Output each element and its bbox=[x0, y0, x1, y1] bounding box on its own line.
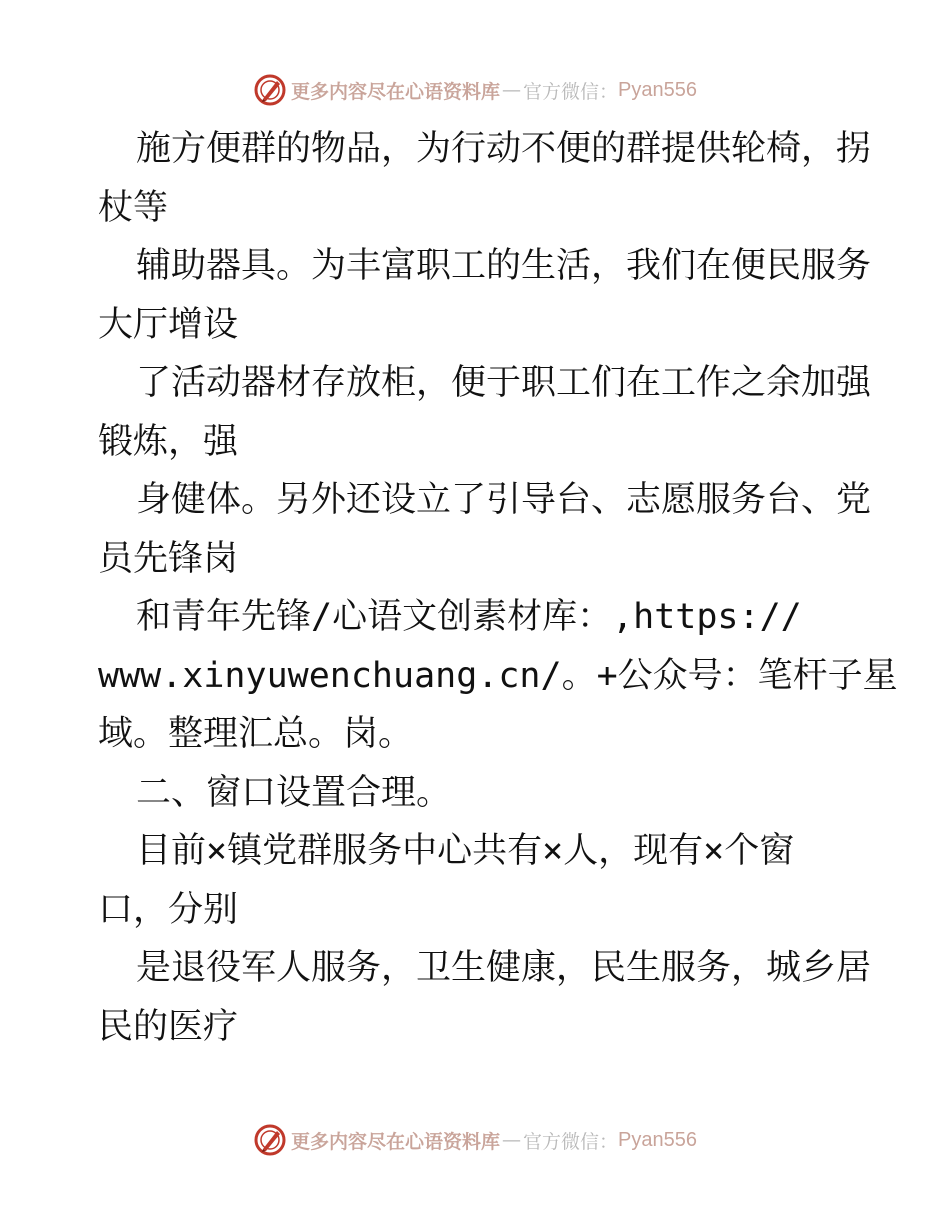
banner-title: 更多内容尽在心语资料库 bbox=[291, 80, 501, 103]
text-line: 施方便群的物品，为行动不便的群提供轮椅，拐 bbox=[136, 129, 872, 169]
section-heading: 二、窗口设置合理。 bbox=[136, 772, 452, 813]
text-line: 锻炼，强 bbox=[98, 421, 239, 462]
text-line: 辅助器具。为丰富职工的生活，我们在便民服务 bbox=[136, 246, 872, 286]
text-line: 身健体。另外还设立了引导台、志愿服务台、党 bbox=[136, 480, 872, 520]
footer-banner bbox=[0, 1120, 950, 1160]
banner-separator: — bbox=[502, 1129, 522, 1151]
text-line: 民的医疗 bbox=[98, 1006, 239, 1047]
body-text bbox=[98, 120, 898, 1056]
text-line: 了活动器材存放柜，便于职工们在工作之余加强 bbox=[136, 363, 872, 403]
text-line: 域。整理汇总。岗。 bbox=[98, 714, 414, 754]
banner-title: 更多内容尽在心语资料库 bbox=[291, 1130, 501, 1153]
banner-wechat-label: 官方微信： bbox=[523, 1130, 619, 1153]
text-line: 和青年先锋/心语文创素材库：,https:// bbox=[136, 597, 802, 637]
text-line: 目前×镇党群服务中心共有×人，现有×个窗 bbox=[136, 831, 795, 871]
text-line: 口，分别 bbox=[98, 889, 239, 930]
banner-wechat-label: 官方微信： bbox=[523, 80, 619, 103]
header-banner bbox=[0, 70, 950, 110]
text-line: 大厅增设 bbox=[98, 304, 239, 345]
banner-wechat-id: Pyan556 bbox=[618, 78, 697, 101]
pen-logo-icon bbox=[253, 1123, 287, 1157]
text-line: www.xinyuwenchuang.cn/。+公众号：笔杆子星 bbox=[98, 655, 898, 696]
text-line: 员先锋岗 bbox=[98, 538, 239, 579]
text-line: 杖等 bbox=[98, 187, 169, 228]
banner-separator: — bbox=[502, 79, 522, 101]
banner-wechat-id: Pyan556 bbox=[618, 1128, 697, 1151]
pen-logo-icon bbox=[253, 73, 287, 107]
text-line: 是退役军人服务，卫生健康，民生服务，城乡居 bbox=[136, 948, 872, 988]
